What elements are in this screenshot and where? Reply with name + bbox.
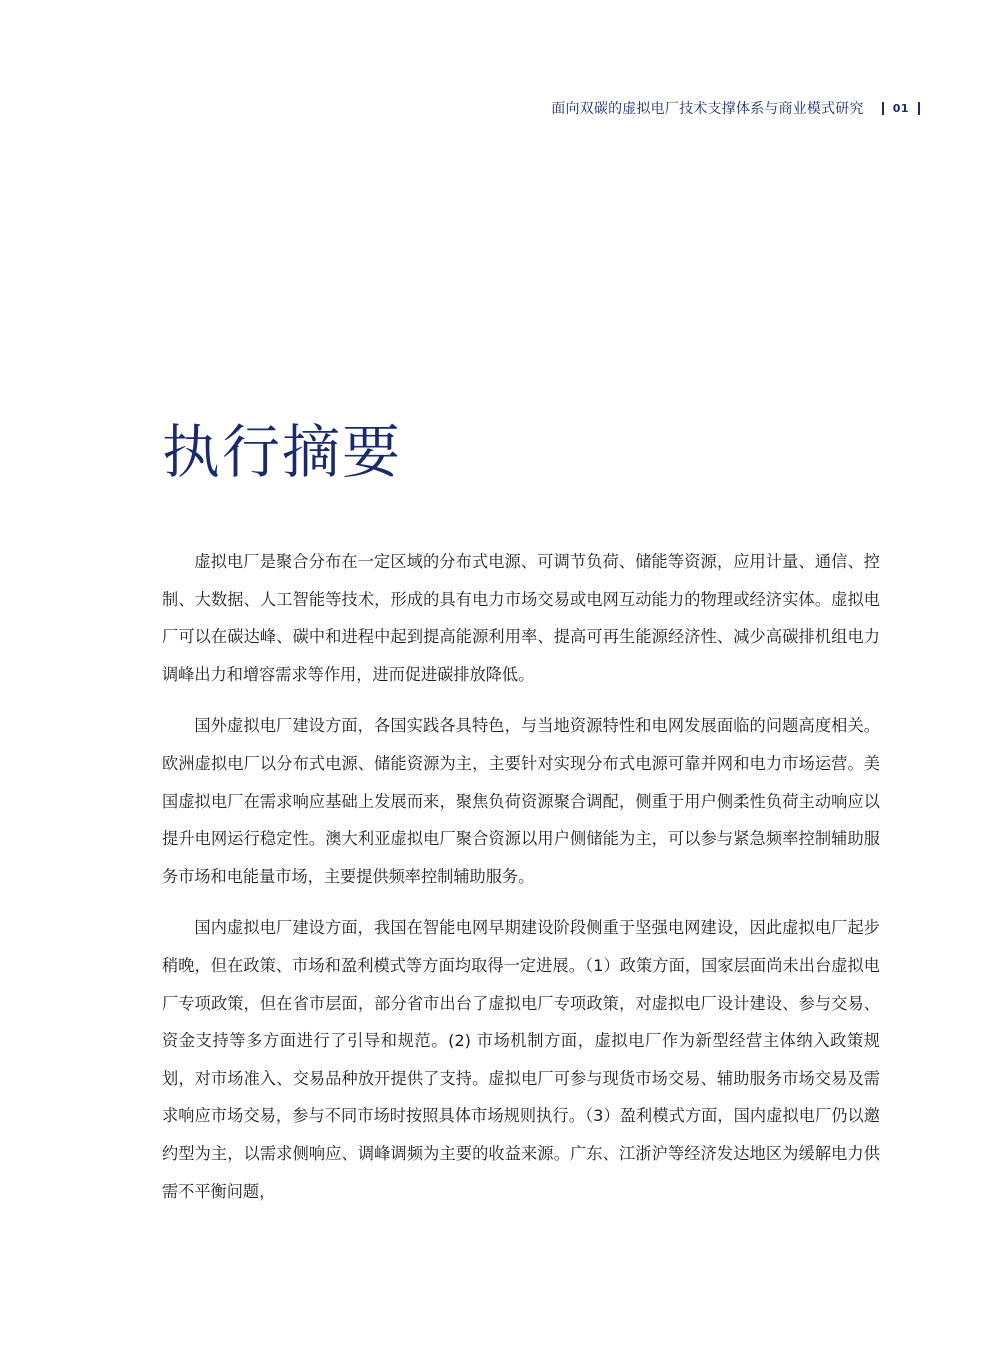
paragraph-intro: 虚拟电厂是聚合分布在一定区域的分布式电源、可调节负荷、储能等资源，应用计量、通信、控制、大数据、人工智能等技术，形成的具有电力市场交易或电网互动能力的物理或经济实体。虚拟电厂可以在碳达峰、碳中和进程中起到提高能源利用率、提高可再生能源经济性、减少高碳排机组电力调峰出力和增容需求等作用，进而促进碳排放降低。 <box>162 552 880 684</box>
body-text <box>162 543 880 1224</box>
page-title: 执行摘要 <box>162 418 403 486</box>
page-number: 01 <box>892 101 909 115</box>
running-header <box>551 97 920 119</box>
paragraph-domestic: 国内虚拟电厂建设方面，我国在智能电网早期建设阶段侧重于坚强电网建设，因此虚拟电厂起步稍晚，但在政策、市场和盈利模式等方面均取得一定进展。（1）政策方面，国家层面尚未出台虚拟电厂专项政策，但在省市层面，部分省市出台了虚拟电厂专项政策，对虚拟电厂设计建设、参与交易、资金支持等多方面进行了引导和规范。(2) 市场机制方面，虚拟电厂作为新型经营主体纳入政策规划，对市场准入、交易品种放开提供了支持。虚拟电厂可参与现货市场交易、辅助服务市场交易及需求响应市场交易，参与不同市场时按照具体市场规则执行。（3）盈利模式方面，国内虚拟电厂仍以邀约型为主，以需求侧响应、调峰调频为主要的收益来源。广东、江浙沪等经济发达地区为缓解电力供需不平衡问题， <box>162 918 880 1201</box>
header-separator-left <box>882 102 884 115</box>
paragraph-overseas: 国外虚拟电厂建设方面，各国实践各具特色，与当地资源特性和电网发展面临的问题高度相关。欧洲虚拟电厂以分布式电源、储能资源为主，主要针对实现分布式电源可靠并网和电力市场运营。美国虚拟电厂在需求响应基础上发展而来，聚焦负荷资源聚合调配，侧重于用户侧柔性负荷主动响应以提升电网运行稳定性。澳大利亚虚拟电厂聚合资源以用户侧储能为主，可以参与紧急频率控制辅助服务市场和电能量市场，主要提供频率控制辅助服务。 <box>162 716 880 886</box>
header-separator-right <box>918 102 920 115</box>
header-title: 面向双碳的虚拟电厂技术支撑体系与商业模式研究 <box>551 101 864 117</box>
